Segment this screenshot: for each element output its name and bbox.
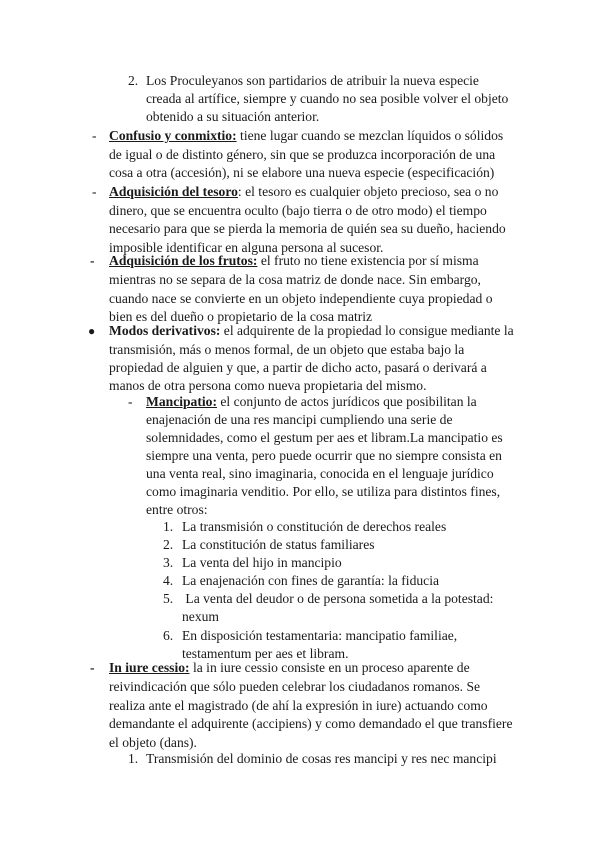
dash-marker: - — [90, 660, 95, 675]
list-item: La enajenación con fines de garantía: la fiducia — [182, 573, 440, 588]
text-line: dinero, que se encuentra oculto (bajo tierra o de otro modo) el tiempo — [109, 203, 487, 218]
paragraph-modos-derivativos: Modos derivativos: el adquirente de la propiedad lo consigue mediante la — [109, 323, 514, 338]
text-line: enajenación de una res mancipi cumpliendo una serie de — [146, 412, 453, 427]
text-line: testamentum per aes et libram. — [182, 646, 349, 661]
list-item: La venta del hijo in mancipio — [182, 555, 342, 570]
text-line: manos de otra persona como nueva propietaria del mismo. — [109, 378, 427, 393]
text-line: cuando nace se convierte en un objeto independiente cuya propiedad o — [109, 291, 493, 306]
paragraph-tesoro: Adquisición del tesoro: el tesoro es cualquier objeto precioso, sea o no — [109, 184, 499, 199]
text-line: entre otros: — [146, 502, 208, 517]
list-marker: 4. — [163, 573, 174, 588]
text-line: siempre una venta, pero puede ocurrir que no siempre consista en — [146, 448, 502, 463]
text-line: solemnidades, como el gestum per aes et libram.La mancipatio es — [146, 430, 503, 445]
list-marker: 1. — [163, 519, 174, 534]
list-marker: 1. — [128, 751, 139, 766]
dash-marker: - — [92, 184, 97, 199]
dash-marker: - — [92, 128, 97, 143]
list-item: La transmisión o constitución de derechos reales — [182, 519, 447, 534]
text-line: como imaginaria venditio. Por ello, se utiliza para distintos fines, — [146, 484, 501, 499]
term-frutos: Adquisición de los frutos: — [109, 253, 258, 268]
list-marker: 2. — [128, 73, 139, 88]
text-line: demandante el adquirente (accipiens) y como demandado el que transfiere — [109, 716, 513, 731]
text-line: nexum — [182, 609, 219, 624]
list-item: Transmisión del dominio de cosas res mancipi y res nec mancipi — [146, 751, 497, 766]
list-item: La constitución de status familiares — [182, 537, 375, 552]
list-marker: 6. — [163, 628, 174, 643]
paragraph-in-iure-cessio: In iure cessio: la in iure cessio consiste en un proceso aparente de — [109, 660, 470, 675]
paragraph-frutos: Adquisición de los frutos: el fruto no tiene existencia por sí misma — [109, 253, 479, 268]
text-line: mientras no se separa de la cosa matriz de donde nace. Sin embargo, — [109, 272, 481, 287]
dash-marker: - — [128, 394, 133, 409]
text-line: el objeto (dans). — [109, 735, 197, 750]
list-item: La venta del deudor o de persona sometida a la potestad: — [182, 591, 494, 606]
text-line: transmisión, más o menos formal, de un objeto que estaba bajo la — [109, 342, 465, 357]
text-line: creada al artífice, siempre y cuando no sea posible volver el objeto — [146, 91, 509, 106]
text-line: de igual o de distinto género, sin que se produzca incorporación de una — [109, 147, 496, 162]
list-marker: 2. — [163, 537, 174, 552]
text-line: obtenido a su situación anterior. — [146, 109, 320, 124]
bullet-marker: ● — [88, 324, 96, 338]
text-line: propiedad de alguien y que, a partir de dicho acto, pasará o derivará a — [109, 360, 487, 375]
text-line: reivindicación que sólo pueden celebrar los ciudadanos romanos. Se — [109, 679, 481, 694]
paragraph-confusio: Confusio y conmixtio: tiene lugar cuando se mezclan líquidos o sólidos — [109, 128, 504, 143]
text-line: bien es del dueño o propietario de la cosa matriz — [109, 309, 373, 324]
text-line: cosa a otra (accesión), ni se elabore una nueva especie (especificación) — [109, 165, 495, 180]
term-in-iure-cessio: In iure cessio: — [109, 660, 190, 675]
paragraph-mancipatio: Mancipatio: el conjunto de actos jurídicos que posibilitan la — [146, 394, 477, 409]
term-tesoro: Adquisición del tesoro — [109, 184, 238, 199]
text-line: realiza ante el magistrado (de ahí la expresión in iure) actuando como — [109, 698, 488, 713]
term-mancipatio: Mancipatio: — [146, 394, 217, 409]
dash-marker: - — [90, 253, 95, 268]
term-modos-derivativos: Modos derivativos: — [109, 323, 221, 338]
term-confusio: Confusio y conmixtio: — [109, 128, 237, 143]
list-item: En disposición testamentaria: mancipatio familiae, — [182, 628, 458, 643]
text-line: imposible identificar en alguna persona al sucesor. — [109, 240, 384, 255]
text-line: Los Proculeyanos son partidarios de atribuir la nueva especie — [146, 73, 479, 88]
text-line: una venta real, sino imaginaria, conocida en el lenguaje jurídico — [146, 466, 494, 481]
list-marker: 5. — [163, 591, 174, 606]
list-marker: 3. — [163, 555, 174, 570]
text-line: necesario para que se pierda la memoria de quién sea su dueño, haciendo — [109, 221, 506, 236]
